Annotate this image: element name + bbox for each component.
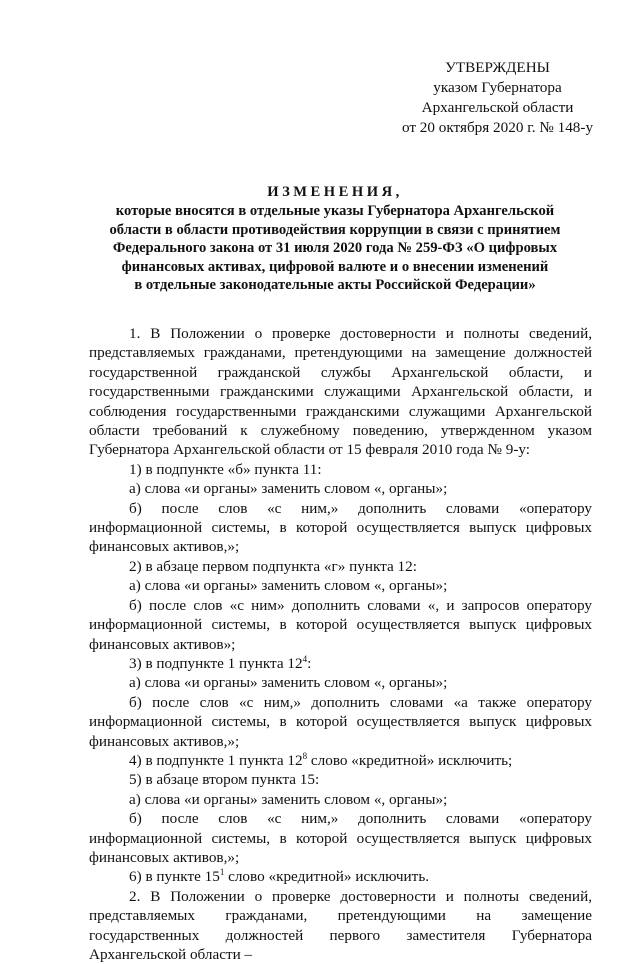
item-6 bbox=[89, 867, 592, 886]
item-5: 5) в абзаце втором пункта 15: bbox=[129, 771, 320, 789]
item-2a: а) слова «и органы» заменить словом «, органы»; bbox=[129, 577, 448, 595]
item-4-superscript: 8 bbox=[302, 750, 308, 761]
item-5a: а) слова «и органы» заменить словом «, органы»; bbox=[129, 790, 448, 808]
item-3b: б) после слов «с ним,» дополнить словами «а также оператору информационной системы, в которой осуществляется выпуск цифровых финансовых активов,»; bbox=[89, 693, 592, 750]
item-3-superscript: 4 bbox=[302, 653, 308, 664]
item-3 bbox=[89, 654, 592, 673]
item-1b: б) после слов «с ним,» дополнить словами «оператору информационной системы, в которой осуществляется выпуск цифровых финансовых активов,»; bbox=[89, 499, 592, 556]
heading-line: области в области противодействия коррупции в связи с принятием bbox=[109, 221, 561, 238]
item-6-text-end: слово «кредитной» исключить. bbox=[224, 868, 430, 886]
document-heading bbox=[95, 183, 575, 294]
document-body bbox=[89, 324, 592, 964]
approval-title: УТВЕРЖДЕНЫ bbox=[445, 59, 550, 76]
approval-region: Архангельской области bbox=[421, 99, 574, 116]
item-5b: б) после слов «с ним,» дополнить словами «оператору информационной системы, в которой осуществляется выпуск цифровых финансовых активов,»; bbox=[89, 810, 592, 866]
heading-line: в отдельные законодательные акты Российской Федерации» bbox=[134, 277, 536, 294]
heading-line: которые вносятся в отдельные указы Губернатора Архангельской bbox=[115, 203, 555, 220]
item-4-text: 4) в подпункте 1 пункта 12 bbox=[129, 751, 303, 769]
item-3a: а) слова «и органы» заменить словом «, органы»; bbox=[129, 674, 448, 692]
item-3-text-end: : bbox=[307, 654, 312, 672]
approval-date-number: от 20 октября 2020 г. № 148-у bbox=[401, 119, 594, 136]
item-6-text: 6) в пункте 15 bbox=[129, 868, 220, 886]
paragraph-2: 2. В Положении о проверке достоверности и полноты сведений, представляемых гражданами, претендующими на замещение государственных должностей первого заместителя Губернатора Архангельской области – bbox=[89, 887, 592, 963]
item-3-text: 3) в подпункте 1 пункта 12 bbox=[129, 654, 303, 672]
approval-by-decree: указом Губернатора bbox=[433, 79, 562, 96]
item-2b: б) после слов «с ним» дополнить словами «, и запросов оператору информационной системы, в которой осуществляется выпуск цифровых финансовых активов»; bbox=[89, 596, 592, 653]
item-4 bbox=[89, 751, 592, 770]
approval-stamp bbox=[360, 58, 635, 138]
heading-line: финансовых активах, цифровой валюте и о внесении изменений bbox=[121, 258, 549, 275]
item-2: 2) в абзаце первом подпункта «г» пункта 12: bbox=[129, 557, 417, 575]
item-1: 1) в подпункте «б» пункта 11: bbox=[129, 460, 322, 478]
document-title: ИЗМЕНЕНИЯ, bbox=[267, 184, 403, 200]
item-1a: а) слова «и органы» заменить словом «, органы»; bbox=[129, 480, 448, 498]
paragraph-1: 1. В Положении о проверке достоверности и полноты сведений, представляемых гражданами, претендующими на замещение должностей государственной гражданской службы Архангельской области, и государственными гражданскими служащими Архангельской области, и соблюдения государственными гражданскими служащими Архангельской области требований к служебному поведению, утвержденном указом Губернатора Архангельской области от 15 февраля 2010 года № 9-у: bbox=[89, 325, 592, 459]
item-4-text-end: слово «кредитной» исключить; bbox=[307, 751, 513, 769]
heading-line: Федерального закона от 31 июля 2020 года № 259-ФЗ «О цифровых bbox=[112, 240, 558, 257]
item-6-superscript: 1 bbox=[219, 867, 225, 878]
